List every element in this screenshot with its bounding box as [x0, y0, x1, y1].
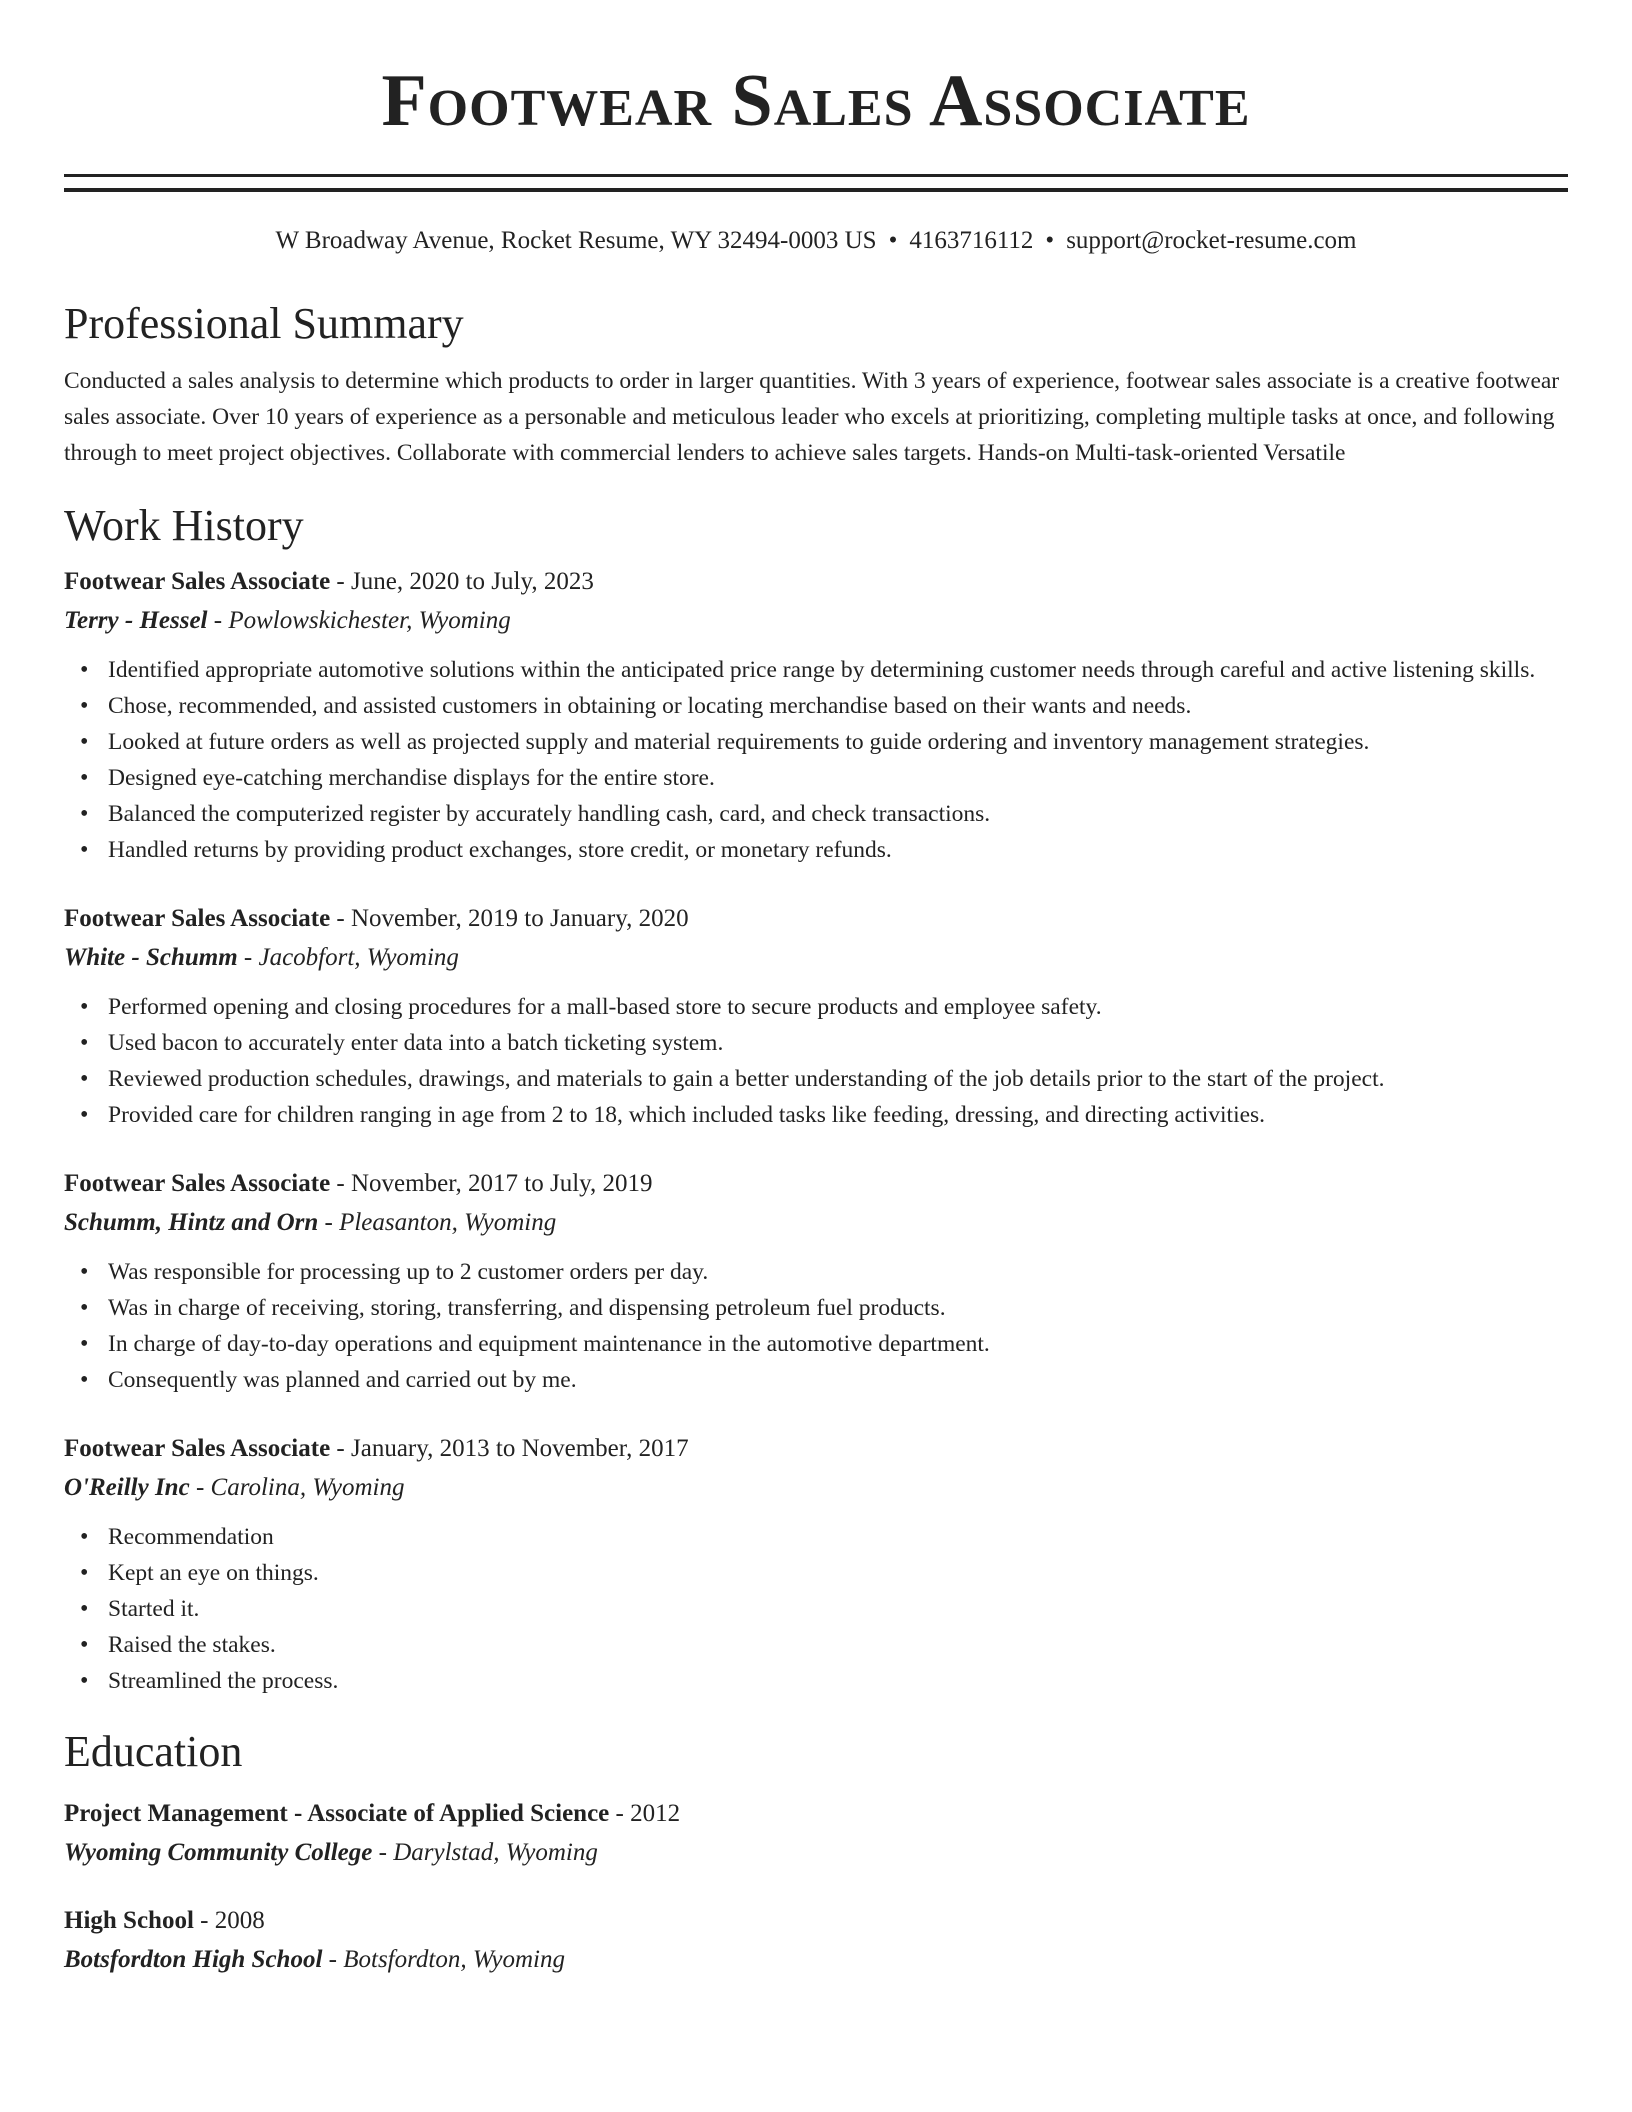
contact-line: [64, 225, 1568, 257]
duty-item: • Reviewed production schedules, drawings, and materials to gain a better understanding of the job details prior to the start of the project.: [108, 1061, 1568, 1097]
contact-phone: 4163716112: [909, 227, 1034, 254]
company-name: Schumm, Hintz and Orn: [64, 1209, 319, 1236]
degree-line: [64, 1904, 1568, 1938]
contact-separator: •: [1045, 227, 1055, 254]
company-line: [64, 1206, 1568, 1240]
duty-item: • Started it.: [108, 1591, 1568, 1627]
school-line: [64, 1943, 1568, 1977]
school-line: [64, 1836, 1568, 1870]
duty-item: • Raised the stakes.: [108, 1627, 1568, 1663]
job-duties-list: [64, 652, 1568, 868]
company-name: White - Schumm: [64, 944, 238, 971]
education-list: [64, 1797, 1568, 1977]
duty-item: • Was responsible for processing up to 2 customer orders per day.: [108, 1254, 1568, 1290]
job-entry: [64, 1432, 1568, 1699]
duty-item: • Identified appropriate automotive solutions within the anticipated price range by determining customer needs through careful and active listening skills.: [108, 652, 1568, 688]
summary-heading: Professional Summary: [64, 299, 464, 348]
job-title-line: [64, 1167, 1568, 1201]
degree-name: Project Management - Associate of Applied Science: [64, 1800, 610, 1827]
duty-item: • Performed opening and closing procedures for a mall-based store to secure products and employee safety.: [108, 989, 1568, 1025]
contact-email: support@rocket-resume.com: [1066, 227, 1357, 254]
job-duties-list: [64, 1519, 1568, 1699]
job-dates: - January, 2013 to November, 2017: [330, 1435, 689, 1462]
contact-address: W Broadway Avenue, Rocket Resume, WY 32494-0003 US: [275, 227, 877, 254]
duty-item: • Streamlined the process.: [108, 1663, 1568, 1699]
degree-year: - 2012: [609, 1800, 681, 1827]
duty-item: • Recommendation: [108, 1519, 1568, 1555]
school-location: - Darylstad, Wyoming: [372, 1839, 598, 1866]
header-double-rule: [64, 174, 1568, 192]
job-title-line: [64, 902, 1568, 936]
duty-item: • Designed eye-catching merchandise displays for the entire store.: [108, 760, 1568, 796]
job-dates: - June, 2020 to July, 2023: [330, 568, 594, 595]
duty-item: • Used bacon to accurately enter data into a batch ticketing system.: [108, 1025, 1568, 1061]
company-location: - Jacobfort, Wyoming: [237, 944, 459, 971]
duty-item: • Provided care for children ranging in age from 2 to 18, which included tasks like feeding, dressing, and directing activities.: [108, 1097, 1568, 1133]
resume-title: Footwear Sales Associate: [381, 60, 1251, 142]
education-heading: Education: [64, 1727, 243, 1776]
duty-item: • Looked at future orders as well as projected supply and material requirements to guide ordering and inventory management strategies.: [108, 724, 1568, 760]
company-location: - Pleasanton, Wyoming: [318, 1209, 557, 1236]
company-line: [64, 604, 1568, 638]
duty-item: • In charge of day-to-day operations and equipment maintenance in the automotive department.: [108, 1326, 1568, 1362]
job-title-line: [64, 565, 1568, 599]
duty-item: • Chose, recommended, and assisted customers in obtaining or locating merchandise based on their wants and needs.: [108, 688, 1568, 724]
job-entry: [64, 902, 1568, 1133]
duty-item: • Balanced the computerized register by accurately handling cash, card, and check transactions.: [108, 796, 1568, 832]
duty-item: • Was in charge of receiving, storing, transferring, and dispensing petroleum fuel products.: [108, 1290, 1568, 1326]
job-dates: - November, 2019 to January, 2020: [330, 905, 689, 932]
job-list: [64, 565, 1568, 1699]
contact-separator: •: [888, 227, 898, 254]
education-entry: [64, 1797, 1568, 1870]
school-location: - Botsfordton, Wyoming: [322, 1946, 565, 1973]
job-duties-list: [64, 1254, 1568, 1398]
degree-line: [64, 1797, 1568, 1831]
company-name: Terry - Hessel: [64, 607, 208, 634]
education-entry: [64, 1904, 1568, 1977]
job-duties-list: [64, 989, 1568, 1133]
school-name: Botsfordton High School: [64, 1946, 323, 1973]
company-location: - Powlowskichester, Wyoming: [207, 607, 511, 634]
duty-item: • Kept an eye on things.: [108, 1555, 1568, 1591]
summary-text: Conducted a sales analysis to determine which products to order in larger quantities. With 3 years of experience, footwear sales associate is a creative footwear sales associate. Over 10 years of experience as a personable and meticulous leader who excels at prioritizing, completing multiple tasks at once, and following through to meet project objectives. Collaborate with commercial lenders to achieve sales targets. Hands-on Multi-task-oriented Versatile: [64, 368, 1560, 466]
degree-year: - 2008: [193, 1907, 265, 1934]
job-title: Footwear Sales Associate: [64, 1435, 331, 1462]
company-location: - Carolina, Wyoming: [189, 1474, 405, 1501]
job-dates: - November, 2017 to July, 2019: [330, 1170, 653, 1197]
company-line: [64, 1471, 1568, 1505]
degree-name: High School: [64, 1907, 194, 1934]
duty-item: • Consequently was planned and carried out by me.: [108, 1362, 1568, 1398]
job-title: Footwear Sales Associate: [64, 568, 331, 595]
job-title: Footwear Sales Associate: [64, 905, 331, 932]
company-line: [64, 941, 1568, 975]
company-name: O'Reilly Inc: [64, 1474, 190, 1501]
job-entry: [64, 565, 1568, 868]
job-title-line: [64, 1432, 1568, 1466]
school-name: Wyoming Community College: [64, 1839, 373, 1866]
work-history-heading: Work History: [64, 501, 304, 550]
job-entry: [64, 1167, 1568, 1398]
job-title: Footwear Sales Associate: [64, 1170, 331, 1197]
duty-item: • Handled returns by providing product exchanges, store credit, or monetary refunds.: [108, 832, 1568, 868]
